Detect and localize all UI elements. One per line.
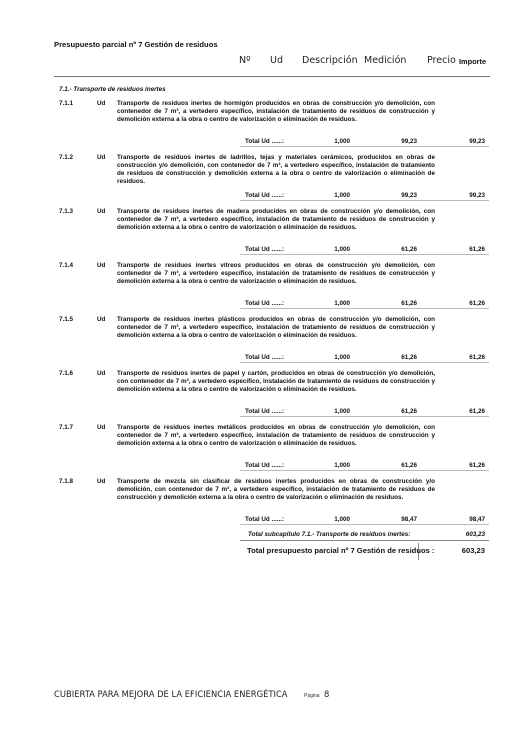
item-total-label: Total Ud ......:	[245, 408, 285, 415]
footer-page-label: Página	[304, 693, 320, 699]
item-quantity: 1,000	[334, 516, 350, 523]
item-divider	[240, 200, 489, 201]
footer-page-number: 8	[324, 689, 330, 699]
item-code: 7.1.2	[59, 154, 74, 161]
item-description: Transporte de residuos inertes metálicos producidos en obras de construcción y/o demolición, con contenedor de 7 m³, a vertedero específico, instalación de tratamiento de residuos de construcción y demolición externa a la obra o centro de valorización o eliminación de residuos.	[117, 424, 435, 448]
subtotal-divider	[240, 540, 489, 541]
budget-item	[0, 370, 529, 424]
item-quantity: 1,000	[334, 138, 350, 145]
item-unit: Ud	[97, 154, 106, 161]
item-amount: 99,23	[469, 138, 485, 145]
subchapter-total-label: Total subcapítulo 7.1.- Transporte de residuos inertes:	[248, 531, 411, 538]
item-divider	[240, 524, 489, 525]
column-header-measurement: Medición	[364, 55, 407, 66]
item-divider	[240, 362, 489, 363]
item-divider	[240, 254, 489, 255]
item-amount: 61,26	[469, 300, 485, 307]
item-quantity: 1,000	[334, 192, 350, 199]
footer-project-name: CUBIERTA PARA MEJORA DE LA EFICIENCIA ENERGÉTICA	[54, 689, 288, 699]
item-description: Transporte de residuos inertes de madera producidos en obras de construcción y/o demolición, con contenedor de 7 m³, a vertedero específico, instalación de tratamiento de residuos de construcción y demolición externa a la obra o centro de valorización o eliminación de residuos.	[117, 208, 435, 232]
item-description: Transporte de residuos inertes plásticos producidos en obras de construcción y/o demolición, con contenedor de 7 m³, a vertedero específico, instalación de tratamiento de residuos de construcción y demolición externa a la obra o centro de valorización o eliminación de residuos.	[117, 316, 435, 340]
item-code: 7.1.7	[59, 424, 74, 431]
item-quantity: 1,000	[334, 408, 350, 415]
item-quantity: 1,000	[334, 246, 350, 253]
item-price: 61,26	[401, 408, 417, 415]
item-divider	[240, 416, 489, 417]
item-description: Transporte de residuos inertes vítreos producidos en obras de construcción y/o demolición, con contenedor de 7 m³, a vertedero específico, instalación de tratamiento de residuos de construcción y demolición externa a la obra o centro de valorización o eliminación de residuos.	[117, 262, 435, 286]
item-description: Transporte de mezcla sin clasificar de residuos inertes producidos en obras de construcción y/o demolición, con contenedor de 7 m³, a vertedero específico, instalación de tratamiento de residuos de construcción y demolición externa a la obra o centro de valorización o eliminación de residuos.	[117, 478, 435, 502]
item-divider	[240, 470, 489, 471]
column-header-price: Precio	[427, 55, 456, 66]
budget-item	[0, 208, 529, 262]
item-amount: 98,47	[469, 516, 485, 523]
item-code: 7.1.8	[59, 478, 74, 485]
item-quantity: 1,000	[334, 354, 350, 361]
section-title: 7.1.- Transporte de residuos inertes	[59, 86, 166, 93]
item-divider	[240, 146, 489, 147]
item-price: 99,23	[401, 192, 417, 199]
item-total-label: Total Ud ......:	[245, 138, 285, 145]
item-total-label: Total Ud ......:	[245, 246, 285, 253]
item-description: Transporte de residuos inertes de papel y cartón, producidos en obras de construcción y/o demolición, con contenedor de 7 m³, a vertedero específico, instalación de tratamiento de residuos de construcción y demolición externa a la obra o centro de valorización o eliminación de residuos.	[117, 370, 435, 394]
item-total-label: Total Ud ......:	[245, 354, 285, 361]
item-price: 61,26	[401, 300, 417, 307]
item-code: 7.1.3	[59, 208, 74, 215]
budget-item	[0, 316, 529, 370]
item-description: Transporte de residuos inertes de ladrillos, tejas y materiales cerámicos, producidos en obras de construcción y/o demolición, con contenedor de 7 m³, a vertedero específico, instalación de tratamiento de residuos de construcción y demolición externa a la obra o centro de valorización o eliminación de residuos.	[117, 154, 435, 186]
item-total-label: Total Ud ......:	[245, 192, 285, 199]
item-code: 7.1.6	[59, 370, 74, 377]
item-amount: 61,26	[469, 462, 485, 469]
budget-item	[0, 478, 529, 532]
item-code: 7.1.4	[59, 262, 74, 269]
column-header-amount: Importe	[459, 57, 487, 66]
header-divider	[54, 76, 490, 77]
item-unit: Ud	[97, 208, 106, 215]
item-quantity: 1,000	[334, 462, 350, 469]
budget-item	[0, 262, 529, 316]
item-code: 7.1.5	[59, 316, 74, 323]
column-header-unit: Ud	[270, 55, 283, 66]
item-price: 61,26	[401, 462, 417, 469]
item-unit: Ud	[97, 370, 106, 377]
item-unit: Ud	[97, 262, 106, 269]
item-price: 99,23	[401, 138, 417, 145]
subchapter-total-amount: 603,23	[465, 531, 485, 538]
item-amount: 99,23	[469, 192, 485, 199]
grand-total-label: Total presupuesto parcial nº 7 Gestión de residuos :	[247, 546, 435, 555]
item-unit: Ud	[97, 424, 106, 431]
column-header-description: Descripción	[302, 55, 358, 66]
item-total-label: Total Ud ......:	[245, 300, 285, 307]
budget-title: Presupuesto parcial nº 7 Gestión de residuos	[54, 40, 218, 49]
item-total-label: Total Ud ......:	[245, 462, 285, 469]
item-description: Transporte de residuos inertes de hormigón producidos en obras de construcción y/o demolición, con contenedor de 7 m³, a vertedero específico, instalación de tratamiento de residuos de construcción y demolición externa a la obra o centro de valorización o eliminación de residuos.	[117, 100, 435, 124]
budget-item	[0, 424, 529, 478]
budget-item	[0, 154, 529, 208]
budget-item	[0, 100, 529, 154]
item-amount: 61,26	[469, 354, 485, 361]
item-divider	[240, 308, 489, 309]
item-price: 61,26	[401, 246, 417, 253]
item-unit: Ud	[97, 478, 106, 485]
grand-total-amount: 603,23	[461, 546, 485, 555]
item-quantity: 1,000	[334, 300, 350, 307]
item-total-label: Total Ud ......:	[245, 516, 285, 523]
column-header-number: Nº	[239, 55, 251, 66]
item-price: 98,47	[401, 516, 417, 523]
item-amount: 61,26	[469, 246, 485, 253]
item-amount: 61,26	[469, 408, 485, 415]
item-unit: Ud	[97, 100, 106, 107]
item-price: 61,26	[401, 354, 417, 361]
item-unit: Ud	[97, 316, 106, 323]
item-code: 7.1.1	[59, 100, 74, 107]
